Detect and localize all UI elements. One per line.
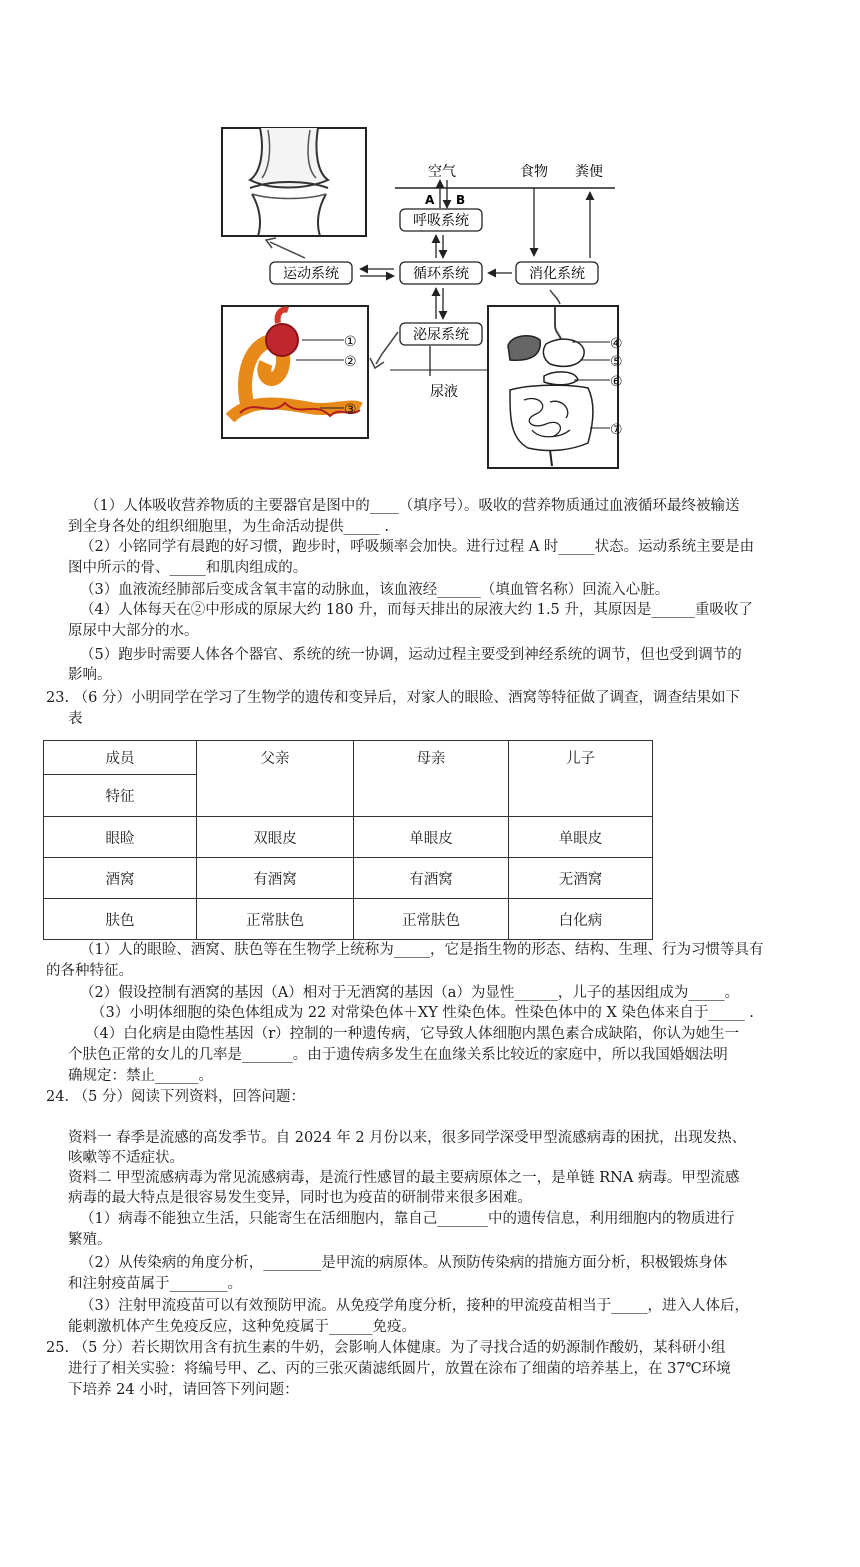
row-label: 酒窝 [44, 858, 197, 899]
row-label: 肤色 [44, 899, 197, 940]
respiratory-system-box [400, 209, 482, 231]
header-mother: 母亲 [354, 741, 509, 817]
q22-part5-line1: （5）跑步时需要人体各个器官、系统的统一协调，运动过程主要受到神经系统的调节，但也受到调节的 [80, 647, 742, 663]
marker-1: ① [344, 334, 357, 350]
q24-material1-line1: 资料一 春季是流感的高发季节。自 2024 年 2 月份以来，很多同学深受甲型流感病毒的困扰，出现发热、 [68, 1130, 747, 1146]
q23-heading-line1: 23. （6 分）小明同学在学习了生物学的遗传和变异后，对家人的眼睑、酒窝等特征做了调查，调查结果如下 [46, 690, 740, 706]
q25-line2: 进行了相关实验：将编号甲、乙、丙的三张灭菌滤纸圆片，放置在涂布了细菌的培养基上，在 37℃环境 [68, 1361, 731, 1377]
knee-joint-image [222, 128, 366, 236]
marker-3: ③ [344, 402, 357, 418]
q23-part4-line1: （4）白化病是由隐性基因（r）控制的一种遗传病，它导致人体细胞内黑色素合成缺陷，你认为她生一 [85, 1026, 740, 1042]
digestive-markers [610, 336, 623, 438]
q22-part2-line1: （2）小铭同学有晨跑的好习惯，跑步时，呼吸频率会加快。进行过程 A 时_____状态。运动系统主要是由 [80, 539, 755, 555]
header-member: 成员 [44, 741, 197, 775]
marker-4: ④ [610, 336, 623, 352]
q23-part1-line2: 的各种特征。 [46, 963, 133, 979]
table-row [44, 899, 653, 940]
food-label: 食物 [520, 164, 548, 180]
label-b: B [456, 193, 466, 207]
marker-6: ⑥ [610, 374, 623, 390]
q24-part1-line1: （1）病毒不能独立生活，只能寄生在活细胞内，靠自己_______中的遗传信息，利用细胞内的物质进行 [80, 1211, 735, 1227]
table-cell: 双眼皮 [197, 817, 354, 858]
q24-part2-line1: （2）从传染病的角度分析，________是甲流的病原体。从预防传染病的措施方面分析，积极锻炼身体 [80, 1255, 728, 1271]
body-systems-diagram [210, 118, 630, 478]
marker-5: ⑤ [610, 354, 623, 370]
q23-part4-line2: 个肤色正常的女儿的几率是_______。由于遗传病多发生在血缘关系比较近的家庭中，所以我国婚姻法明 [68, 1047, 728, 1063]
q24-material2-line2: 病毒的最大特点是很容易发生变异，同时也为疫苗的研制带来很多困难。 [68, 1190, 532, 1206]
label-a: A [425, 193, 435, 207]
q23-heading-line2: 表 [68, 711, 83, 727]
q25-line3: 下培养 24 小时，请回答下列问题： [68, 1382, 299, 1398]
svg-text:泌尿系统: 泌尿系统 [413, 327, 469, 343]
q22-part3: （3）血液流经肺部后变成含氧丰富的动脉血，该血液经______（填血管名称）回流入心脏。 [80, 582, 670, 598]
urine-label: 尿液 [430, 384, 458, 400]
table-cell: 有酒窝 [354, 858, 509, 899]
nephron-image [222, 306, 368, 438]
q24-material1-line2: 咳嗽等不适症状。 [68, 1150, 184, 1166]
q22-part4-line2: 原尿中大部分的水。 [68, 623, 199, 639]
table-cell: 单眼皮 [509, 817, 653, 858]
urinary-system-box [400, 323, 482, 345]
digestive-organs-image [488, 306, 618, 468]
circulatory-system-box [400, 262, 482, 284]
row-label: 眼睑 [44, 817, 197, 858]
q24-part1-line2: 繁殖。 [68, 1232, 112, 1248]
q22-part1-line2: 到全身各处的组织细胞里，为生命活动提供_____ . [68, 519, 389, 535]
table-cell: 正常肤色 [354, 899, 509, 940]
feces-label: 粪便 [575, 164, 603, 180]
svg-text:消化系统: 消化系统 [529, 266, 585, 282]
svg-text:循环系统: 循环系统 [413, 266, 469, 282]
q23-part2: （2）假设控制有酒窝的基因（A）相对于无酒窝的基因（a）为显性______，儿子的基因组成为_____。 [80, 985, 740, 1001]
header-feature: 特征 [44, 775, 197, 817]
table-row [44, 817, 653, 858]
q24-material2-line1: 资料二 甲型流感病毒为常见流感病毒，是流行性感冒的最主要病原体之一，是单链 RNA 病毒。甲型流感 [68, 1170, 740, 1186]
family-trait-table [43, 740, 653, 940]
q22-part4-line1: （4）人体每天在②中形成的原尿大约 180 升，而每天排出的尿液大约 1.5 升，其原因是______重吸收了 [80, 602, 753, 618]
table-cell: 白化病 [509, 899, 653, 940]
table-cell: 有酒窝 [197, 858, 354, 899]
motor-system-box [270, 262, 352, 284]
q22-part5-line2: 影响。 [68, 667, 112, 683]
marker-7: ⑦ [610, 422, 623, 438]
svg-text:呼吸系统: 呼吸系统 [413, 213, 469, 229]
q24-heading: 24. （5 分）阅读下列资料，回答问题： [46, 1089, 306, 1105]
q23-part1-line1: （1）人的眼睑、酒窝、肤色等在生物学上统称为_____，它是指生物的形态、结构、生理、行为习惯等具有 [80, 942, 764, 958]
q22-part2-line2: 图中所示的骨、_____和肌肉组成的。 [68, 560, 308, 576]
table-row [44, 858, 653, 899]
air-label: 空气 [428, 164, 456, 180]
q23-part4-line3: 确规定：禁止______。 [68, 1068, 213, 1084]
q23-part3: （3）小明体细胞的染色体组成为 22 对常染色体＋XY 性染色体。性染色体中的 X 染色体来自于_____ . [91, 1005, 754, 1021]
q25-line1: 25. （5 分）若长期饮用含有抗生素的牛奶，会影响人体健康。为了寻找合适的奶源制作酸奶，某科研小组 [46, 1340, 726, 1356]
q22-part1-line1: （1）人体吸收营养物质的主要器官是图中的____（填序号）。吸收的营养物质通过血液循环最终被输送 [85, 498, 740, 514]
q24-part3-line1: （3）注射甲流疫苗可以有效预防甲流。从免疫学角度分析，接种的甲流疫苗相当于_____，进入人体后， [80, 1298, 749, 1314]
marker-2: ② [344, 354, 357, 370]
svg-text:运动系统: 运动系统 [283, 266, 339, 282]
q24-part2-line2: 和注射疫苗属于________。 [68, 1276, 242, 1292]
digestive-system-box [516, 262, 598, 284]
table-cell: 单眼皮 [354, 817, 509, 858]
header-father: 父亲 [197, 741, 354, 817]
q24-part3-line2: 能刺激机体产生免疫反应，这种免疫属于______免疫。 [68, 1319, 416, 1335]
table-cell: 正常肤色 [197, 899, 354, 940]
table-cell: 无酒窝 [509, 858, 653, 899]
header-son: 儿子 [509, 741, 653, 817]
